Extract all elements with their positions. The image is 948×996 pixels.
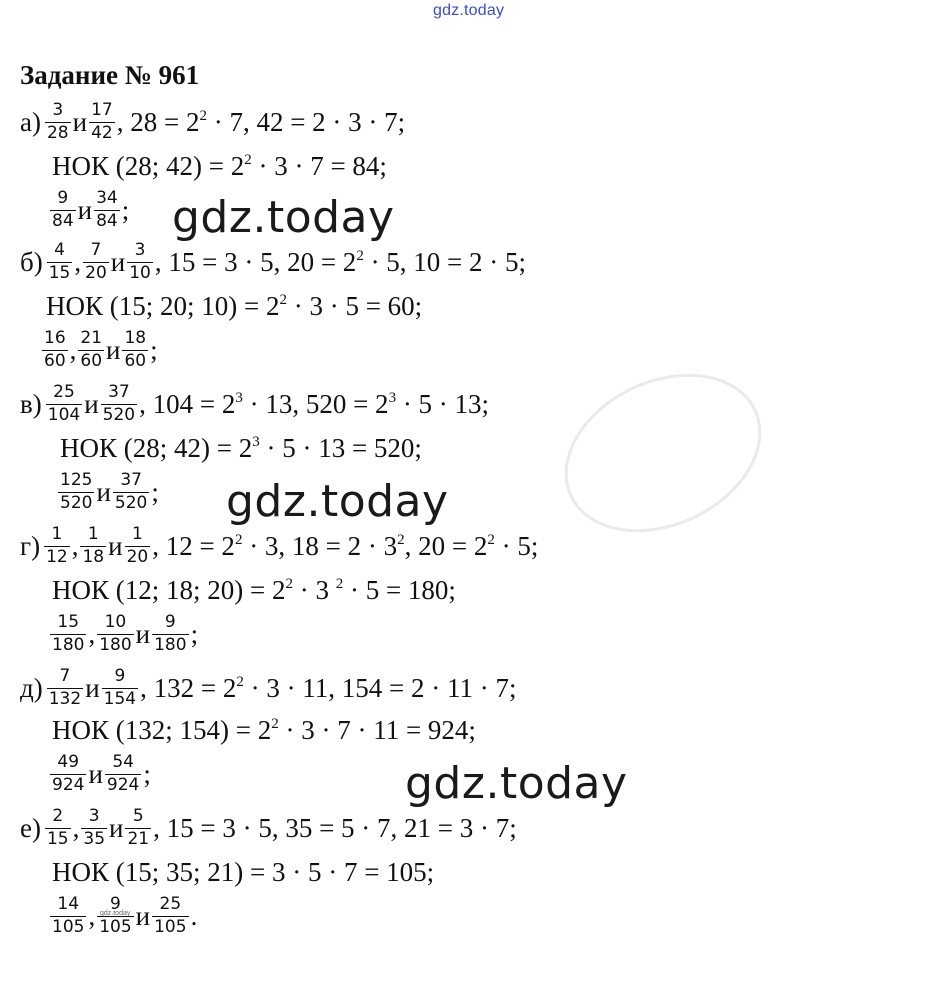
part-e-result: $\frac{14}{105}$ , $\frac{9}{105}$ и $\frac{25}{105}$ .	[52, 894, 198, 937]
tiny-watermark: gdz.today	[100, 910, 131, 917]
watermark: gdz.today	[172, 192, 395, 243]
watermark: gdz.today	[226, 476, 449, 527]
fraction: $\frac{21}{60}$	[80, 328, 103, 371]
factorization-text: , $28 = 2^2 \cdot 7$, 42 = 2 · 3 · 7;	[116, 106, 406, 137]
part-label: б)	[20, 246, 43, 277]
conjunction: и	[85, 672, 100, 703]
factorization-text: , $104 = 2^3 \cdot 13$, $520 = 2^3 \cdot 5 \cdot 13$;	[139, 388, 490, 419]
fraction: $\frac{1}{18}$	[82, 524, 105, 567]
part-g-lcm: НОК (12; 18; $20) = 2^2 \cdot 3$ $^2$ · 5 = 180;	[52, 574, 456, 605]
site-watermark-top: gdz.today	[433, 2, 505, 19]
fraction: $\frac{3}{28}$	[46, 100, 69, 143]
part-b-line-1: б) $\frac{4}{15}$ , $\frac{7}{20}$ и $\frac{3}{10}$ , 15 = 3 · 5, $20 = 2^2 \cdot 5$, 10 = 2 · 5;	[20, 240, 527, 283]
fraction: $\frac{9}{154}$	[103, 666, 137, 709]
part-label: в)	[20, 388, 42, 419]
conjunction: и	[106, 334, 121, 365]
fraction: $\frac{7}{20}$	[85, 240, 107, 283]
part-d-line-1	[20, 664, 517, 712]
fraction: $\frac{18}{60}$	[124, 328, 147, 371]
part-a-line-1	[20, 98, 405, 146]
fraction: $\frac{1}{12}$	[46, 524, 68, 567]
conjunction: и	[77, 194, 93, 225]
part-v-result: $\frac{125}{520}$ и $\frac{37}{520}$ ;	[60, 470, 159, 513]
fraction: $\frac{49}{924}$	[52, 752, 85, 795]
fraction: $\frac{3}{35}$	[83, 806, 106, 849]
task-title: Задание № 961	[20, 60, 200, 90]
fraction: $\frac{25}{105}$	[154, 894, 187, 937]
part-g-line-1: г) $\frac{1}{12}$ , $\frac{1}{18}$ и $\frac{1}{20}$ , $12 = 2^2 \cdot 3$, $18 = 2 \cdot 3^2$, $20 = 2^2 \cdot 5$;	[20, 524, 539, 567]
part-v-lcm: НОК (28; $42) = 2^3 \cdot 5 \cdot 13 = 520$;	[60, 432, 422, 463]
conjunction: и	[96, 476, 111, 507]
fraction: $\frac{9}{180}$	[154, 612, 187, 655]
factorization-text: , 15 = 3 · 5, $20 = 2^2 \cdot 5$, 10 = 2 · 5;	[154, 246, 527, 277]
fraction: $\frac{34}{84}$	[96, 188, 118, 231]
part-b-result: $\frac{16}{60}$ , $\frac{21}{60}$ и $\frac{18}{60}$ ;	[44, 328, 158, 371]
watermark: gdz.today	[405, 758, 628, 809]
fraction: $\frac{37}{520}$	[114, 470, 148, 513]
fraction: $\frac{5}{21}$	[127, 806, 150, 849]
fraction: $\frac{54}{924}$	[106, 752, 140, 795]
factorization-text: , $12 = 2^2 \cdot 3$, $18 = 2 \cdot 3^2$, $20 = 2^2 \cdot 5$;	[152, 530, 539, 561]
fraction: $\frac{1}{20}$	[126, 524, 149, 567]
part-label: д)	[20, 672, 43, 703]
fraction: $\frac{4}{15}$	[48, 240, 71, 283]
fraction: $\frac{37}{520}$	[102, 382, 136, 425]
conjunction: и	[72, 106, 88, 137]
part-label: а)	[20, 106, 41, 137]
conjunction: и	[135, 900, 151, 931]
fraction: $\frac{25}{104}$	[47, 382, 81, 425]
fraction: $\frac{2}{15}$	[46, 806, 69, 849]
fraction: $\frac{3}{10}$	[129, 240, 151, 283]
part-e-line-1: е) $\frac{2}{15}$ , $\frac{3}{35}$ и $\frac{5}{21}$ , 15 = 3 · 5, 35 = 5 · 7, 21 = 3 · 7;	[20, 806, 517, 849]
fraction: $\frac{15}{180}$	[52, 612, 85, 655]
part-label: г)	[20, 530, 41, 561]
part-g-result: $\frac{15}{180}$ , $\frac{10}{180}$ и $\frac{9}{180}$ ;	[52, 612, 199, 655]
part-d-lcm: НОК (132; $154) = 2^2 \cdot 3 \cdot 7 \cdot 11 = 924$;	[52, 714, 476, 745]
fraction: $\frac{7}{132}$	[48, 666, 82, 709]
faint-stamp-decoration	[539, 343, 787, 562]
factorization-text: , $132 = 2^2 \cdot 3 \cdot 11$, 154 = 2 · 11 · 7;	[140, 672, 517, 703]
fraction: $\frac{9}{84}$	[52, 188, 74, 231]
fraction: $\frac{10}{180}$	[99, 612, 132, 655]
fraction: $\frac{16}{60}$	[44, 328, 66, 371]
factorization-text: , 15 = 3 · 5, 35 = 5 · 7, 21 = 3 · 7;	[153, 812, 517, 843]
conjunction: и	[109, 812, 124, 843]
conjunction: и	[84, 388, 99, 419]
part-e-lcm: НОК (15; 35; 21) = 3 · 5 · 7 = 105;	[52, 856, 435, 887]
fraction: $\frac{14}{105}$	[52, 894, 85, 937]
fraction: $\frac{17}{42}$	[91, 100, 113, 143]
fraction: $\frac{9}{105}$	[99, 894, 132, 937]
conjunction: и	[110, 246, 126, 277]
part-v-line-1	[20, 380, 489, 428]
part-label: е)	[20, 812, 41, 843]
conjunction: и	[88, 758, 103, 789]
part-a-lcm: НОК (28; $42) = 2^2 \cdot 3 \cdot 7 = 84$;	[52, 150, 387, 181]
fraction: $\frac{125}{520}$	[60, 470, 93, 513]
conjunction: и	[108, 530, 123, 561]
part-b-lcm: НОК (15; 20; $10) = 2^2 \cdot 3 \cdot 5 = 60$;	[46, 290, 423, 321]
part-d-result: $\frac{49}{924}$ и $\frac{54}{924}$ ;	[52, 752, 151, 795]
part-a-result: $\frac{9}{84}$ и $\frac{34}{84}$ ;	[52, 188, 130, 231]
conjunction: и	[135, 618, 151, 649]
